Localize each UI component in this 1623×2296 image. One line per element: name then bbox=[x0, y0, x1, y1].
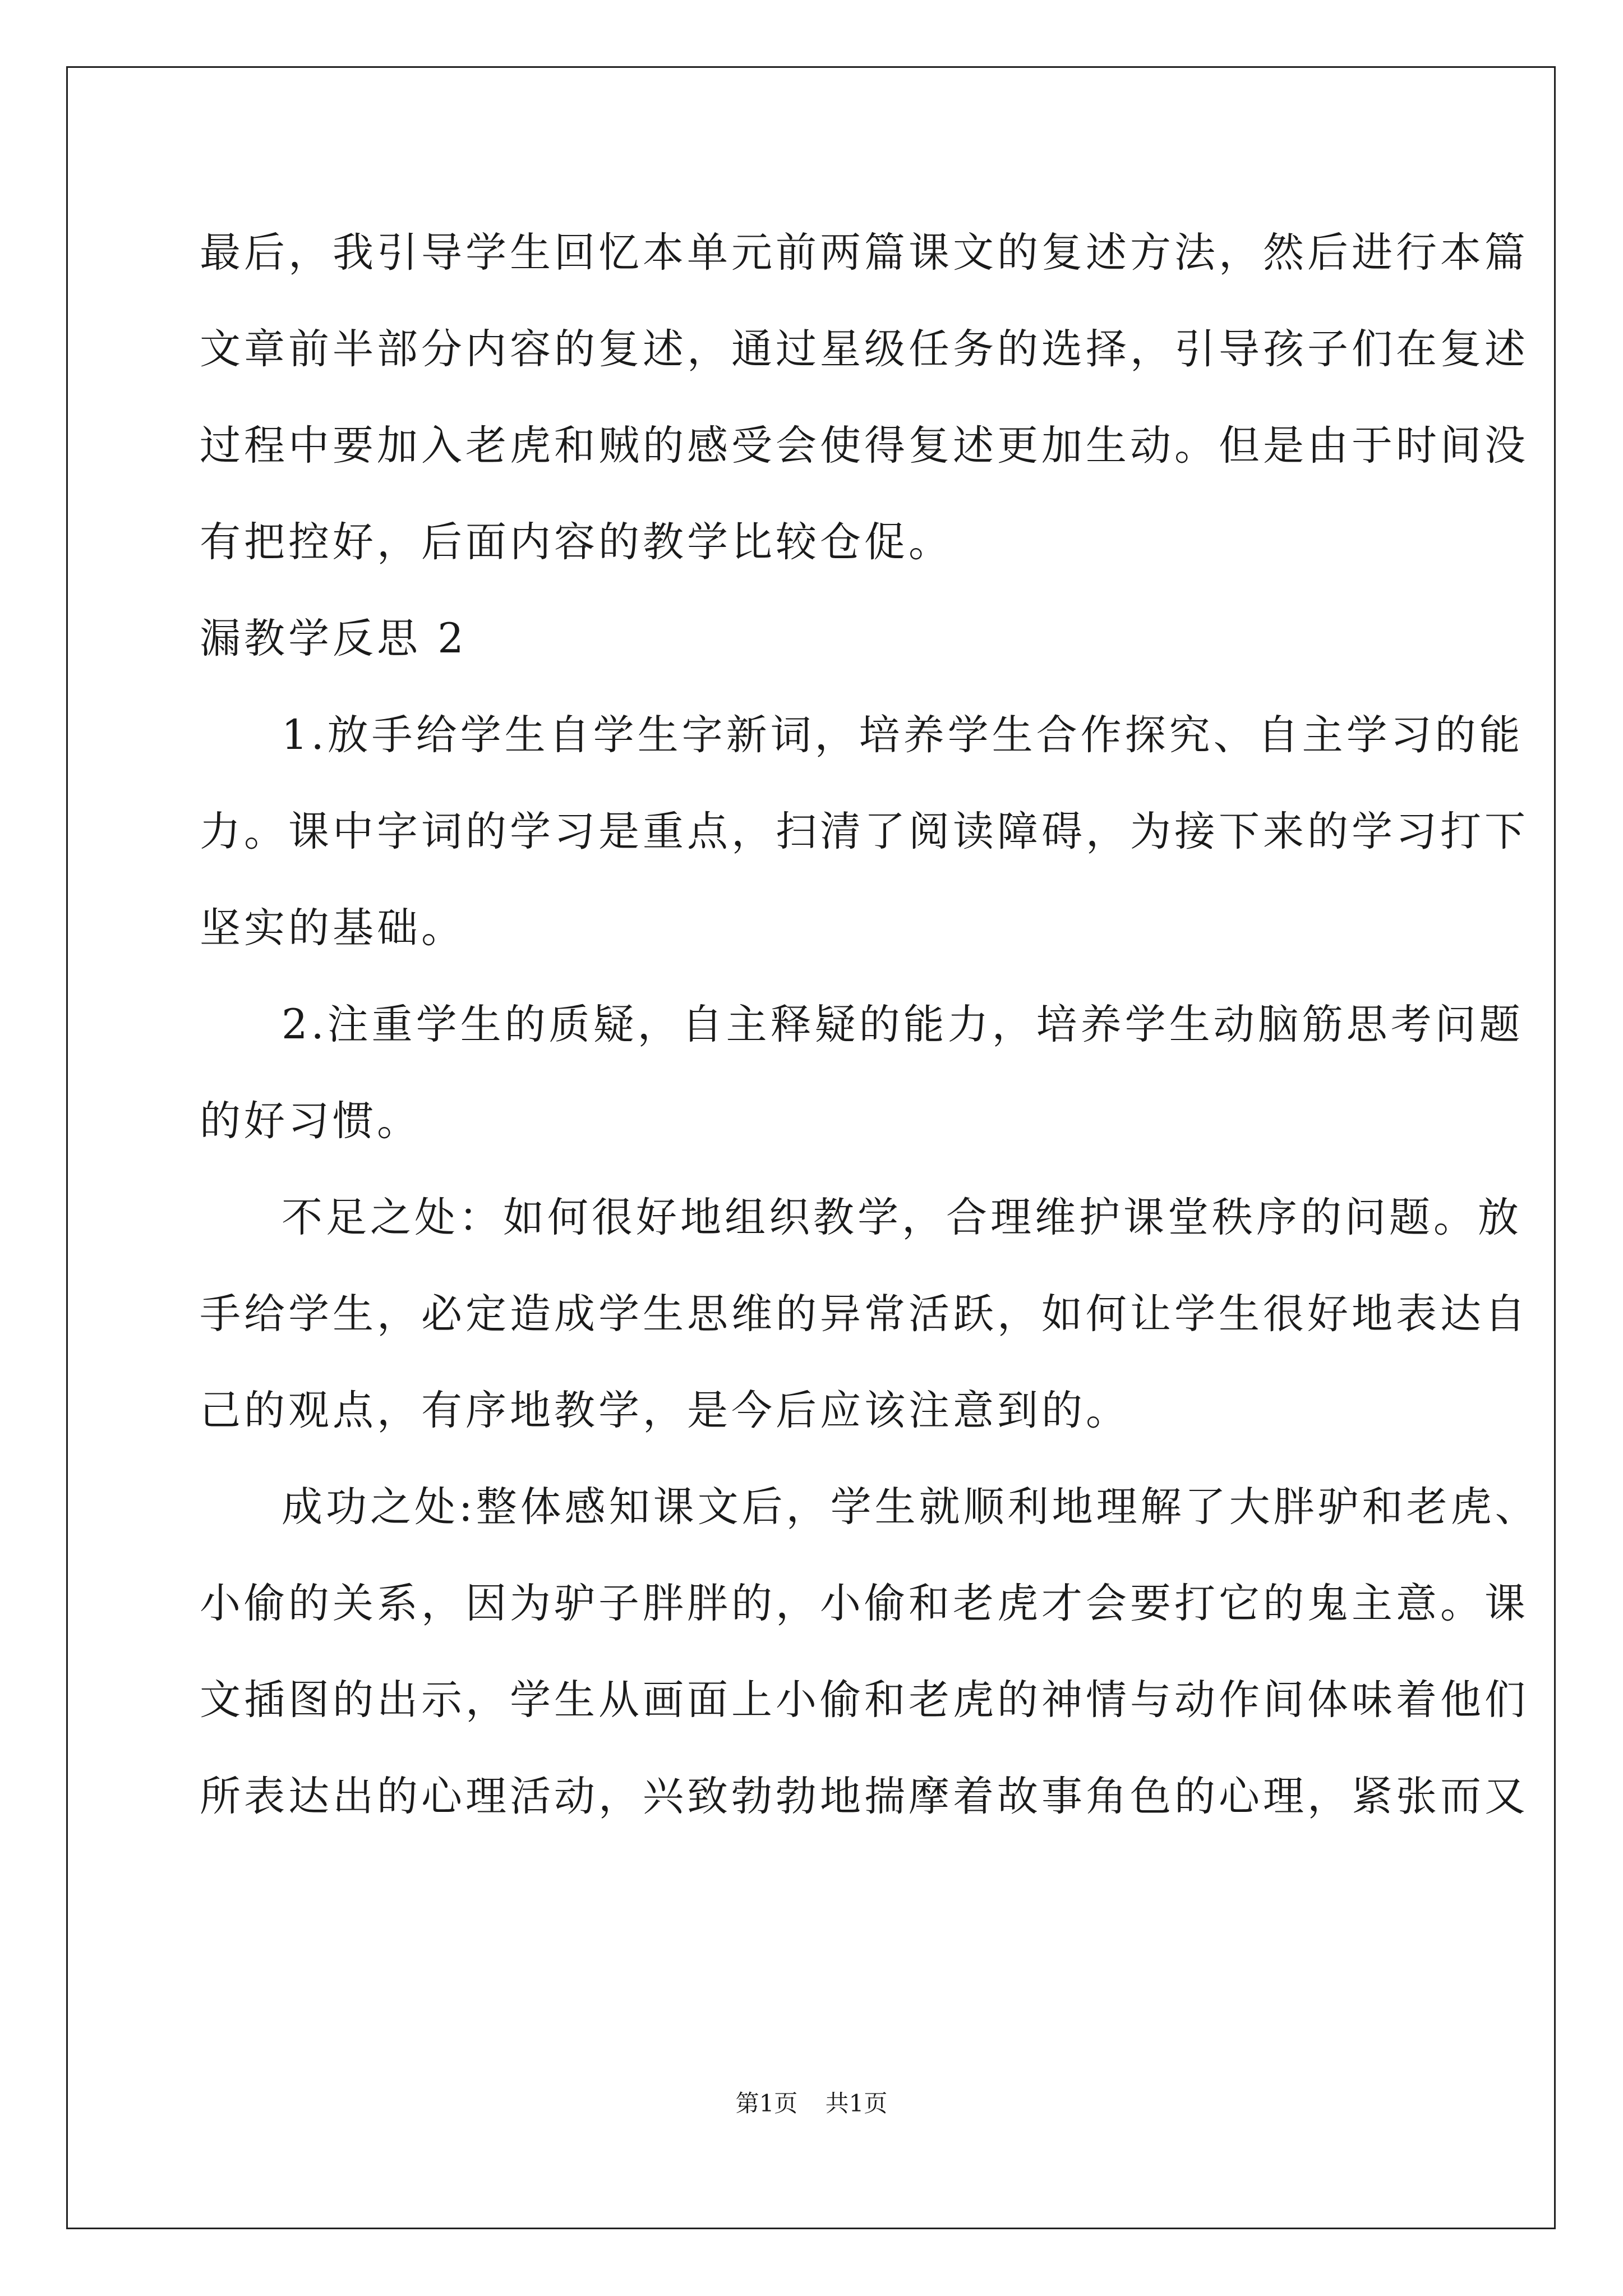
text-line: 己的观点，有序地教学，是今后应该注意到的。 bbox=[200, 1387, 1130, 1434]
page-footer bbox=[0, 2087, 1623, 2120]
text-line: 坚实的基础。 bbox=[200, 904, 465, 952]
text-line: 2.注重学生的质疑，自主释疑的能力，培养学生动脑筋思考问题 bbox=[282, 1001, 1524, 1048]
text-line: 成功之处:整体感知课文后，学生就顺利地理解了大胖驴和老虎、 bbox=[282, 1483, 1539, 1531]
text-line: 的好习惯。 bbox=[200, 1097, 421, 1145]
document-body bbox=[200, 205, 1539, 1845]
text-line: 过程中要加入老虎和贼的感受会使得复述更加生动。但是由于时间没 bbox=[200, 422, 1529, 470]
page-number-total: 共1页 bbox=[825, 2090, 888, 2117]
text-line: 文插图的出示，学生从画面上小偷和老虎的神情与动作间体味着他们 bbox=[200, 1676, 1529, 1724]
text-line: 有把控好，后面内容的教学比较仓促。 bbox=[200, 518, 953, 566]
text-line: 所表达出的心理活动，兴致勃勃地揣摩着故事角色的心理，紧张而又 bbox=[200, 1773, 1529, 1820]
text-line: 不足之处：如何很好地组织教学，合理维护课堂秩序的问题。放 bbox=[282, 1194, 1522, 1241]
text-line: 小偷的关系，因为驴子胖胖的，小偷和老虎才会要打它的鬼主意。课 bbox=[200, 1580, 1529, 1627]
page-number-current: 第1页 bbox=[735, 2090, 798, 2117]
text-line: 文章前半部分内容的复述，通过星级任务的选择，引导孩子们在复述 bbox=[200, 325, 1529, 373]
text-line: 力。课中字词的学习是重点，扫清了阅读障碍，为接下来的学习打下 bbox=[200, 808, 1529, 855]
text-line: 1.放手给学生自学生字新词，培养学生合作探究、自主学习的能 bbox=[282, 711, 1524, 759]
text-line: 最后，我引导学生回忆本单元前两篇课文的复述方法，然后进行本篇 bbox=[200, 229, 1529, 277]
text-line: 手给学生，必定造成学生思维的异常活跃，如何让学生很好地表达自 bbox=[200, 1290, 1529, 1338]
section-heading: 漏教学反思 2 bbox=[200, 615, 467, 662]
